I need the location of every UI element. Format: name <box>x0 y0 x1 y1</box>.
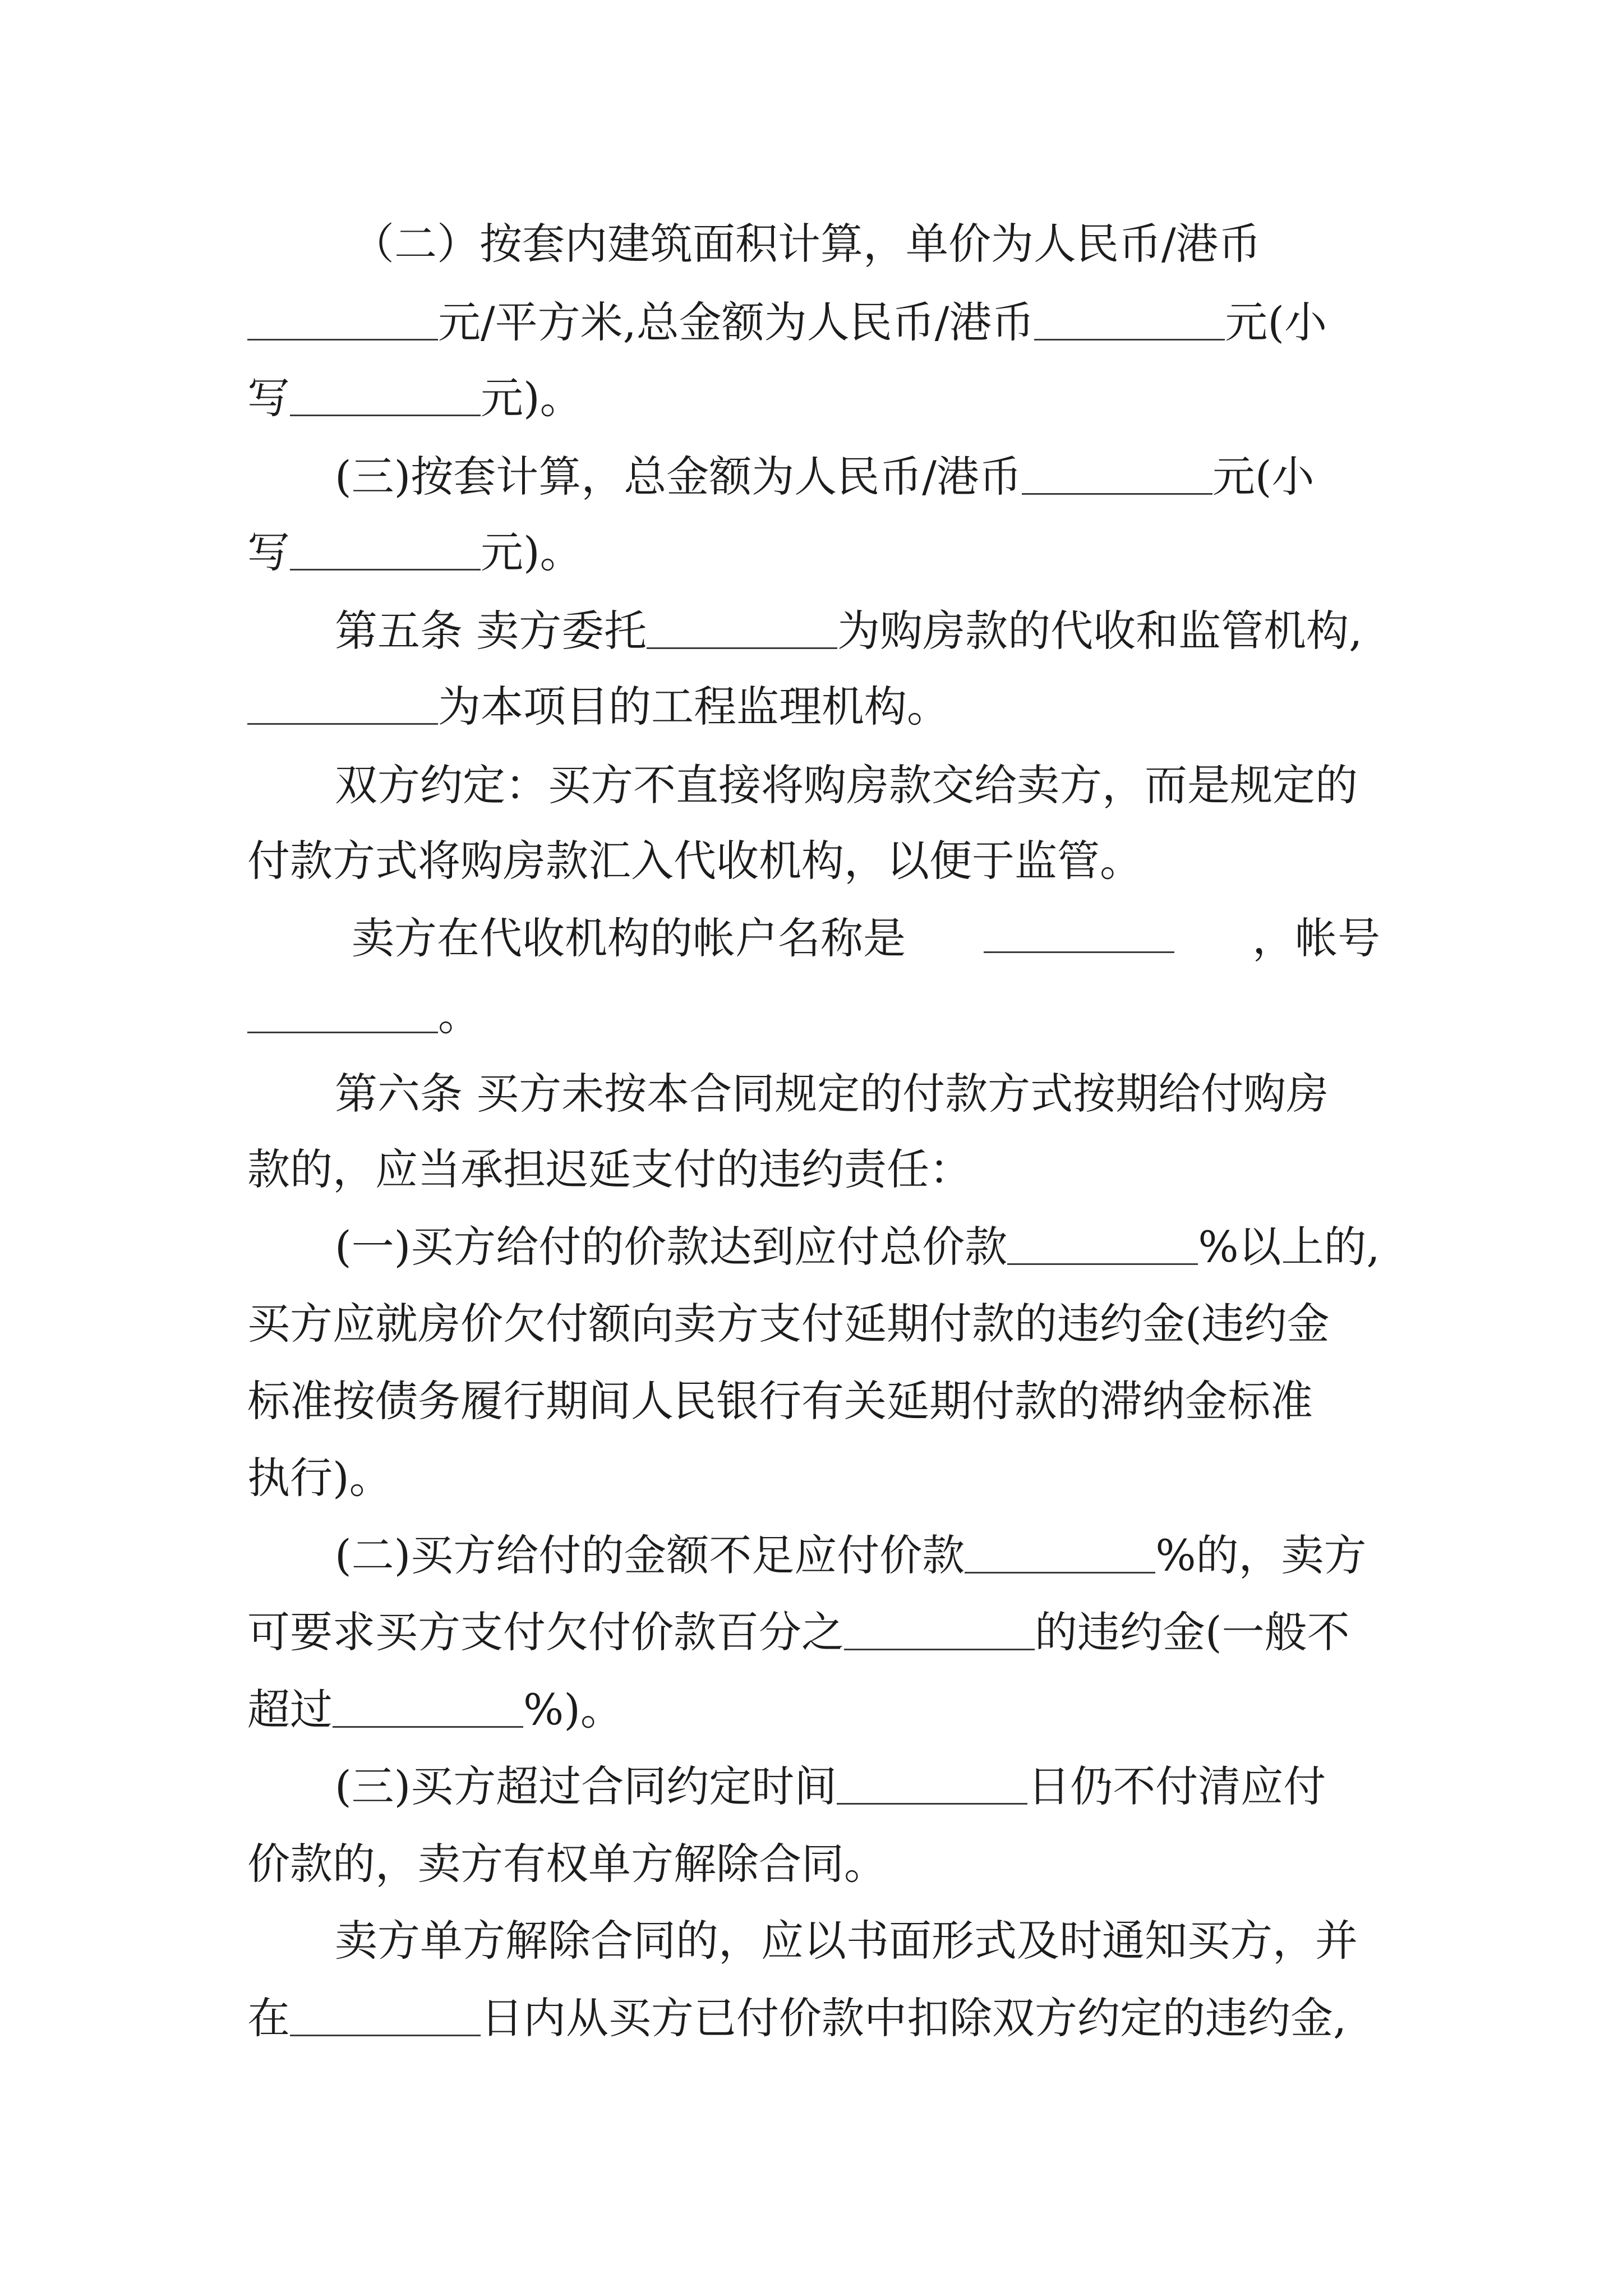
text-segment: 的违约金(一般不 <box>1035 1607 1350 1657</box>
clause-4-3-line-1 <box>335 446 1380 508</box>
account-line-1 <box>352 908 1380 969</box>
fill-blank[interactable] <box>965 1533 1155 1573</box>
clause-6-1-line-4 <box>247 1447 1380 1509</box>
text-segment: 付款方式将购房款汇入代收机构，以便于监管。 <box>247 836 1142 886</box>
fill-blank[interactable] <box>290 1995 481 2036</box>
fill-blank[interactable] <box>290 530 481 570</box>
text-segment: 日内从买方已付价款中扣除双方约定的违约金, <box>481 1993 1347 2043</box>
fill-blank[interactable] <box>647 608 837 649</box>
article-6-line-1 <box>335 1063 1380 1125</box>
text-segment: 卖方单方解除合同的，应以书面形式及时通知买方，并 <box>335 1916 1358 1966</box>
termination-line-2 <box>247 1987 1380 2049</box>
text-segment: 写 <box>247 373 290 423</box>
text-segment: 执行)。 <box>247 1453 392 1503</box>
fill-blank[interactable] <box>1034 300 1225 341</box>
article-5-line-2 <box>247 676 1380 738</box>
fill-blank[interactable] <box>1022 454 1212 495</box>
fill-blank[interactable] <box>290 375 481 416</box>
text-segment: 为购房款的代收和监管机构, <box>837 606 1363 656</box>
text-segment: 元/平方米,总金额为人民币/港币 <box>438 297 1035 347</box>
clause-4-2-line-1 <box>352 213 1380 275</box>
text-segment: 元)。 <box>481 373 583 423</box>
text-segment: 可要求买方支付欠付价款百分之 <box>247 1607 844 1657</box>
text-segment: (二)买方给付的金额不足应付价款 <box>335 1530 965 1580</box>
text-segment: 元)。 <box>481 527 583 577</box>
account-line-2 <box>247 984 1380 1046</box>
fill-blank[interactable] <box>844 1609 1035 1650</box>
text-segment: ，帐号 <box>1252 913 1380 963</box>
text-segment: 款的，应当承担迟延支付的违约责任： <box>247 1144 972 1194</box>
agreement-line-1 <box>335 754 1380 816</box>
fill-blank[interactable] <box>1007 1224 1198 1265</box>
text-segment: 元(小 <box>1225 297 1327 347</box>
text-segment: (三)按套计算，总金额为人民币/港币 <box>335 452 1022 501</box>
text-segment: 第五条 卖方委托 <box>335 606 647 656</box>
termination-line-1 <box>335 1910 1380 1972</box>
article-5-line-1 <box>335 600 1380 662</box>
text-segment: 写 <box>247 527 290 577</box>
text-segment: 标准按债务履行期间人民银行有关延期付款的滞纳金标准 <box>247 1376 1313 1426</box>
account-name-blank[interactable] <box>984 912 1174 953</box>
text-segment: 。 <box>438 990 481 1040</box>
agreement-line-2 <box>247 830 1380 892</box>
clause-6-2-line-2 <box>247 1602 1380 1663</box>
fill-blank[interactable] <box>837 1764 1027 1805</box>
text-segment: 在 <box>247 1993 290 2043</box>
article-6-line-2 <box>247 1139 1380 1200</box>
text-segment: （二）按套内建筑面积计算，单价为人民币/港币 <box>352 219 1261 269</box>
clause-4-3-line-2 <box>247 522 1380 583</box>
clause-6-1-line-1 <box>335 1216 1380 1278</box>
text-segment: %以上的, <box>1198 1222 1380 1272</box>
text-segment: 第六条 买方未按本合同规定的付款方式按期给付购房 <box>335 1069 1329 1119</box>
clause-6-1-line-3 <box>247 1370 1380 1432</box>
text-segment: 双方约定：买方不直接将购房款交给卖方，而是规定的 <box>335 760 1358 810</box>
fill-blank[interactable] <box>333 1687 523 1728</box>
clause-6-2-line-3 <box>247 1679 1380 1741</box>
fill-blank[interactable] <box>247 300 438 341</box>
clause-6-3-line-1 <box>335 1756 1380 1818</box>
text-segment: 价款的，卖方有权单方解除合同。 <box>247 1839 887 1889</box>
text-segment: (三)买方超过合同约定时间 <box>335 1761 837 1811</box>
text-segment: 卖方在代收机构的帐户名称是 <box>352 913 906 963</box>
clause-6-2-line-1 <box>335 1525 1380 1586</box>
account-number-blank[interactable] <box>247 992 438 1033</box>
text-segment: %的，卖方 <box>1155 1530 1367 1580</box>
clause-4-2-line-2 <box>247 292 1380 353</box>
text-segment: 日仍不付清应付 <box>1027 1761 1326 1811</box>
text-segment: 元(小 <box>1212 452 1315 501</box>
clause-6-1-line-2 <box>247 1293 1380 1355</box>
clause-6-3-line-2 <box>247 1833 1380 1895</box>
text-segment: 为本项目的工程监理机构。 <box>438 682 949 731</box>
text-segment: 买方应就房价欠付额向卖方支付延期付款的违约金(违约金 <box>247 1299 1330 1349</box>
clause-4-2-line-3 <box>247 367 1380 429</box>
text-segment: %)。 <box>523 1685 623 1734</box>
text-segment: (一)买方给付的价款达到应付总价款 <box>335 1222 1008 1272</box>
fill-blank[interactable] <box>247 684 438 725</box>
text-segment: 超过 <box>247 1685 333 1734</box>
